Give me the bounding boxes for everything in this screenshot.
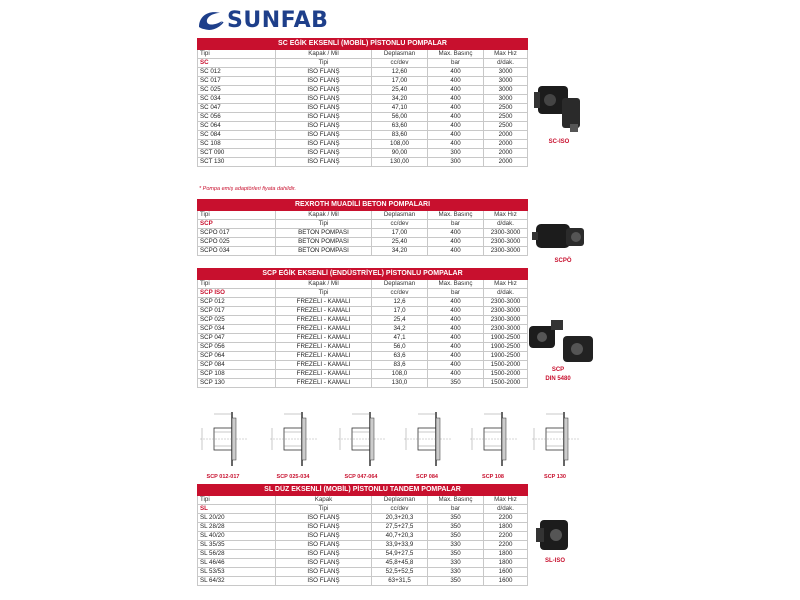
sunfab-logo <box>196 5 328 35</box>
table-row: SL 28/28 ISO FLANŞ 27,5+27,5 350 1800 <box>198 523 528 532</box>
scp-din-pump-image <box>527 318 597 371</box>
sl-tandem-pump-table <box>197 484 528 586</box>
table-row: SCP 064 FREZELİ - KAMALI 63,6 400 1900-2500 <box>198 352 528 361</box>
sc-pump-table <box>197 38 528 167</box>
din-5480-caption: DIN 5480 <box>545 376 571 382</box>
subheader-row: SCP Tipi cc/dev bar d/dak. <box>198 220 528 229</box>
shaft-drawing <box>330 408 392 470</box>
table-row: SCP 084 FREZELİ - KAMALI 83,6 400 1500-2000 <box>198 361 528 370</box>
table-row: SC 025 ISO FLANŞ 25,40 400 3000 <box>198 86 528 95</box>
shaft-drawing <box>192 408 254 470</box>
header-row: Tipi Kapak / Mil Deplasman Max. Basınç Max Hız <box>198 211 528 220</box>
brand-name: SUNFAB <box>227 7 329 33</box>
table-title: REXROTH MUADİLİ BETON POMPALARI <box>198 200 528 211</box>
header-row: Tipi Kapak Deplasman Max. Basınç Max Hız <box>198 496 528 505</box>
subheader-row: SCP ISO Tipi cc/dev bar d/dak. <box>198 289 528 298</box>
table-row: SCP 025 FREZELİ - KAMALI 25,4 400 2300-3000 <box>198 316 528 325</box>
scp-industrial-pump-table <box>197 268 528 388</box>
table-row: SC 056 ISO FLANŞ 56,00 400 2500 <box>198 113 528 122</box>
table-row: SL 20/20 ISO FLANŞ 20,3+20,3 350 2200 <box>198 514 528 523</box>
scpo-pump-image <box>532 218 590 261</box>
shaft-drawing <box>396 408 458 470</box>
table-row: SL 64/32 ISO FLANŞ 63+31,5 350 1600 <box>198 577 528 586</box>
table-row: SCP 056 FREZELİ - KAMALI 56,0 400 1900-2500 <box>198 343 528 352</box>
scpo-caption: SCPÖ <box>554 258 572 264</box>
sl-iso-pump-image <box>534 518 576 561</box>
table-row: SC 017 ISO FLANŞ 17,00 400 3000 <box>198 77 528 86</box>
table-title: SC EĞİK EKSENLİ (MOBİL) PİSTONLU POMPALAR <box>198 39 528 50</box>
table-row: SCPÖ 017 BETON POMPASI 17,00 400 2300-3000 <box>198 229 528 238</box>
table-row: SC 108 ISO FLANŞ 108,00 400 2000 <box>198 140 528 149</box>
table-row: SL 56/28 ISO FLANŞ 54,9+27,5 350 1800 <box>198 550 528 559</box>
drawing-caption: SCP 047-064 <box>344 474 378 480</box>
table-row: SL 53/53 ISO FLANŞ 52,5+52,5 330 1600 <box>198 568 528 577</box>
shaft-drawing <box>462 408 524 470</box>
sc-table-note: * Pompa emiş adaptörleri fiyata dahildir. <box>199 186 297 192</box>
table-row: SL 40/20 ISO FLANŞ 40,7+20,3 350 2200 <box>198 532 528 541</box>
table-row: SCT 090 ISO FLANŞ 90,00 300 2000 <box>198 149 528 158</box>
header-row: Tipi Kapak / Mil Deplasman Max. Basınç Max Hız <box>198 280 528 289</box>
table-row: SC 064 ISO FLANŞ 63,60 400 2500 <box>198 122 528 131</box>
table-row: SCP 047 FREZELİ - KAMALI 47,1 400 1900-2500 <box>198 334 528 343</box>
scp-concrete-pump-table <box>197 199 528 256</box>
sc-iso-pump-image <box>532 78 586 141</box>
sunfab-emblem-icon <box>196 7 226 33</box>
table-row: SCP 017 FREZELİ - KAMALI 17,0 400 2300-3000 <box>198 307 528 316</box>
table-row: SCPÖ 025 BETON POMPASI 25,40 400 2300-3000 <box>198 238 528 247</box>
table-row: SC 047 ISO FLANŞ 47,10 400 2500 <box>198 104 528 113</box>
table-title: SL DÜZ EKSENLİ (MOBİL) PİSTONLU TANDEM POMPALAR <box>198 485 528 496</box>
table-row: SCP 012 FREZELİ - KAMALI 12,6 400 2300-3000 <box>198 298 528 307</box>
table-row: SL 35/35 ISO FLANŞ 33,9+33,9 330 2200 <box>198 541 528 550</box>
table-row: SCP 130 FREZELİ - KAMALI 130,0 350 1500-2000 <box>198 379 528 388</box>
table-row: SCT 130 ISO FLANŞ 130,00 300 2000 <box>198 158 528 167</box>
table-row: SC 084 ISO FLANŞ 83,60 400 2000 <box>198 131 528 140</box>
drawing-caption: SCP 108 <box>482 474 504 480</box>
subheader-row: SC Tipi cc/dev bar d/dak. <box>198 59 528 68</box>
sl-iso-caption: SL-ISO <box>544 558 565 564</box>
shaft-drawing <box>524 408 586 470</box>
drawing-caption: SCP 012-017 <box>206 474 240 480</box>
shaft-drawing <box>262 408 324 470</box>
table-row: SCPÖ 034 BETON POMPASI 34,20 400 2300-3000 <box>198 247 528 256</box>
drawing-caption: SCP 025-034 <box>276 474 310 480</box>
subheader-row: SL Tipi cc/dev bar d/dak. <box>198 505 528 514</box>
sc-iso-caption: SC-ISO <box>548 139 570 145</box>
drawing-caption: SCP 084 <box>416 474 438 480</box>
table-row: SCP 034 FREZELİ - KAMALI 34,2 400 2300-3000 <box>198 325 528 334</box>
scp-caption: SCP <box>551 367 565 373</box>
table-title: SCP EĞİK EKSENLİ (ENDÜSTRİYEL) PİSTONLU POMPALAR <box>198 269 528 280</box>
table-row: SCP 108 FREZELİ - KAMALI 108,0 400 1500-2000 <box>198 370 528 379</box>
table-row: SC 034 ISO FLANŞ 34,20 400 3000 <box>198 95 528 104</box>
table-row: SL 46/46 ISO FLANŞ 45,8+45,8 330 1800 <box>198 559 528 568</box>
header-row: Tipi Kapak / Mil Deplasman Max. Basınç Max Hız <box>198 50 528 59</box>
table-row: SC 012 ISO FLANŞ 12,60 400 3000 <box>198 68 528 77</box>
drawing-caption: SCP 130 <box>544 474 566 480</box>
